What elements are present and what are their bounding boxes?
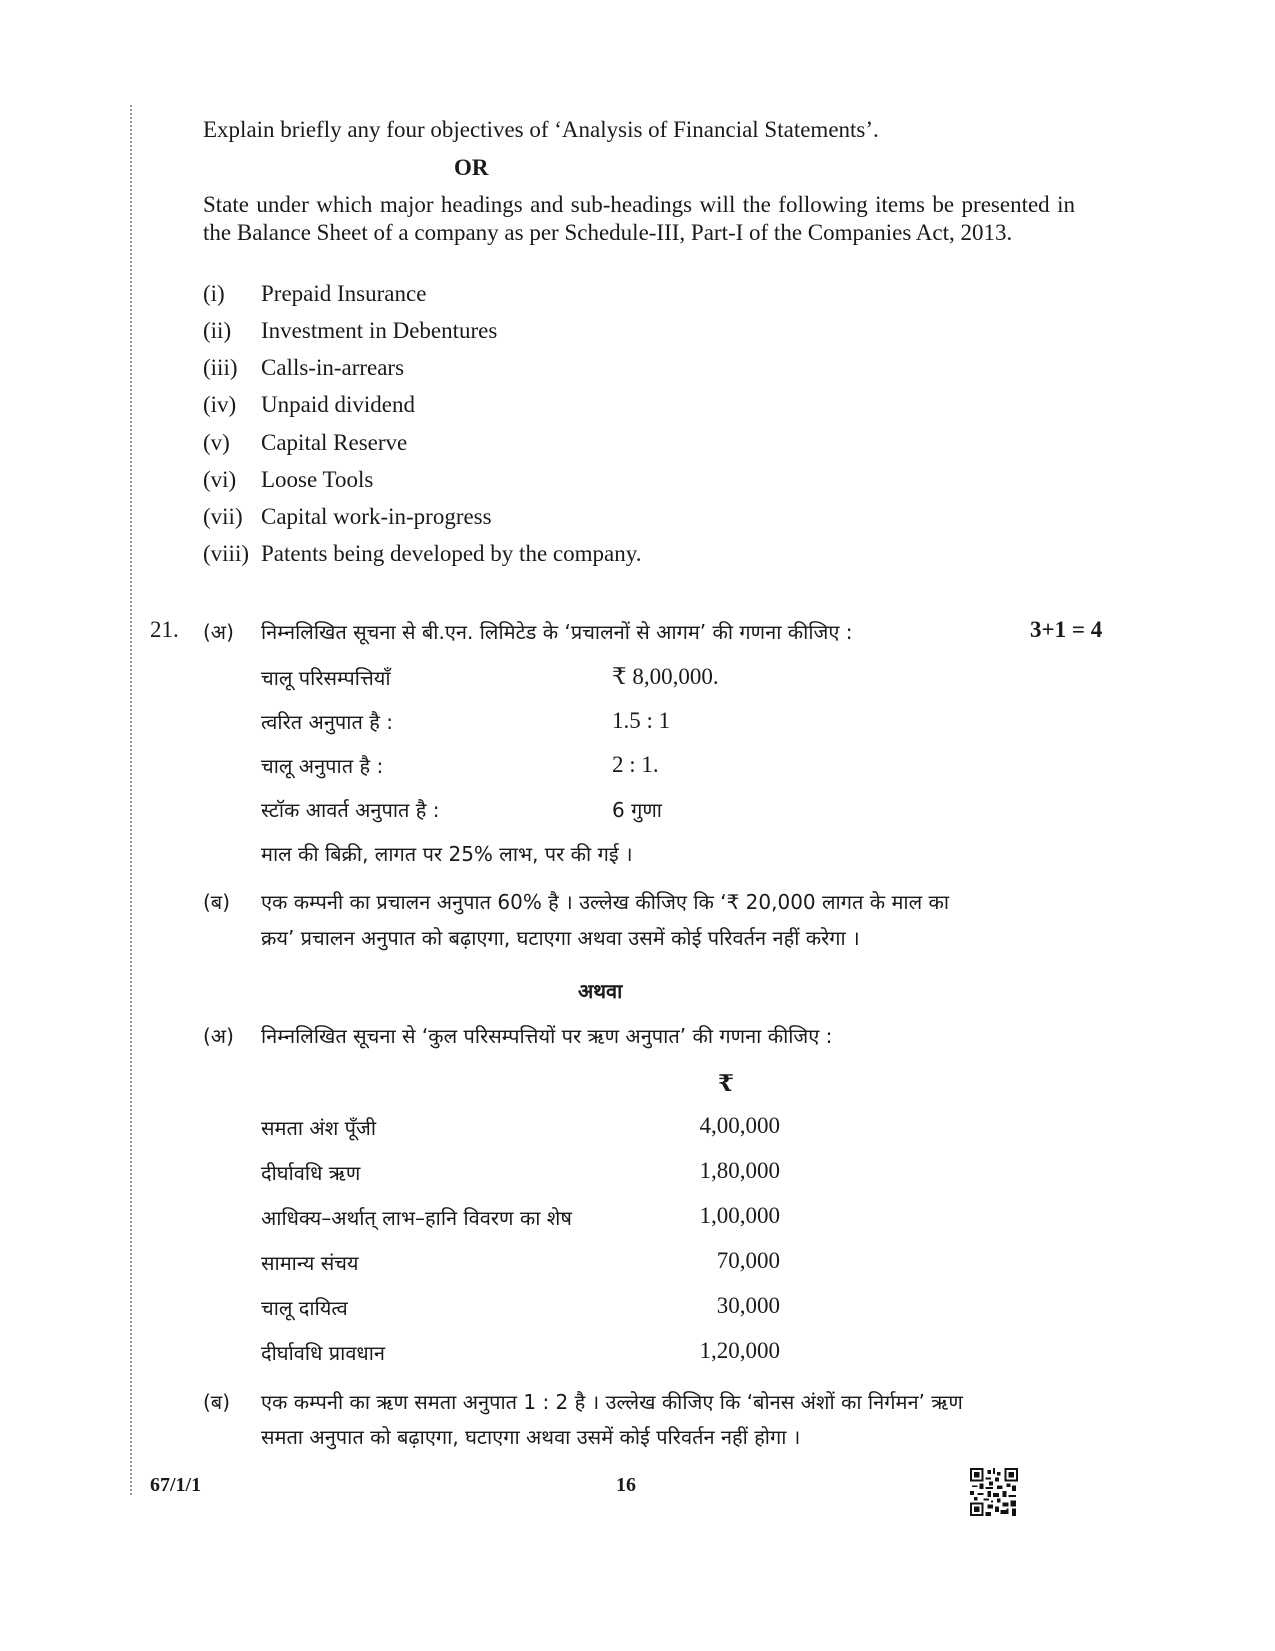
table-row-value: 1,80,000 [699, 1158, 780, 1183]
item-number: (vii) [203, 504, 243, 529]
item-text: Capital work-in-progress [261, 504, 492, 529]
alt-part-b-text-line1: एक कम्पनी का ऋण समता अनुपात 1 : 2 है । उल्लेख कीजिए कि ‘बोनस अंशों का निर्गमन’ ऋण [261, 1390, 963, 1414]
table-row-value: 1,00,000 [699, 1203, 780, 1228]
table-row-label: दीर्घावधि प्रावधान [261, 1341, 386, 1365]
qr-code-icon [970, 1468, 1018, 1516]
note-text: माल की बिक्री, लागत पर 25% लाभ, पर की गई । [261, 842, 633, 866]
table-row-label: चालू दायित्व [261, 1296, 348, 1320]
question-number: 21. [150, 617, 179, 642]
item-number: (viii) [203, 541, 249, 566]
currency-header: ₹ [718, 1071, 735, 1096]
marks: 3+1 = 4 [1030, 617, 1103, 642]
table-row-value: 4,00,000 [699, 1113, 780, 1138]
or-label-hindi: अथवा [578, 979, 623, 1003]
table-row-label: आधिक्य–अर्थात् लाभ–हानि विवरण का शेष [261, 1206, 572, 1230]
part-b-label: (ब) [203, 890, 231, 914]
table-row-value: 1,20,000 [699, 1338, 780, 1363]
part-b-text-line2: क्रय’ प्रचालन अनुपात को बढ़ाएगा, घटाएगा अथवा उसमें कोई परिवर्तन नहीं करेगा । [261, 926, 860, 950]
alt-part-b-label: (ब) [203, 1390, 231, 1414]
item-number: (iii) [203, 355, 238, 380]
item-text: Unpaid dividend [261, 392, 415, 417]
item-text: Patents being developed by the company. [261, 541, 642, 566]
table-row-value: 30,000 [716, 1293, 780, 1318]
part-a-text: निम्नलिखित सूचना से बी.एन. लिमिटेड के ‘प्रचालनों से आगम’ की गणना कीजिए : [261, 620, 853, 644]
item-text: Capital Reserve [261, 430, 408, 455]
item-number: (vi) [203, 467, 237, 492]
or-label: OR [454, 155, 489, 180]
margin-dotted-line [130, 105, 132, 1495]
item-text: Investment in Debentures [261, 318, 498, 343]
part-b-text-line1: एक कम्पनी का प्रचालन अनुपात 60% है । उल्लेख कीजिए कि ‘₹ 20,000 लागत के माल का [261, 890, 950, 914]
data-row-label: चालू परिसम्पत्तियाँ [261, 666, 391, 690]
alt-part-b-text-line2: समता अनुपात को बढ़ाएगा, घटाएगा अथवा उसमें कोई परिवर्तन नहीं होगा । [261, 1425, 801, 1449]
item-number: (v) [203, 430, 230, 455]
data-row-label: त्वरित अनुपात है : [261, 710, 393, 734]
item-number: (ii) [203, 318, 232, 343]
data-row-value: 2 : 1. [612, 752, 659, 777]
data-row-value: ₹ 8,00,000. [612, 664, 719, 689]
alt-part-a-label: (अ) [203, 1024, 234, 1048]
question-text: Explain briefly any four objectives of ‘Analysis of Financial Statements’. [203, 117, 879, 142]
table-row-label: सामान्य संचय [261, 1251, 359, 1275]
item-text: Prepaid Insurance [261, 281, 427, 306]
data-row-value: 1.5 : 1 [612, 708, 671, 733]
table-row-label: दीर्घावधि ऋण [261, 1161, 361, 1185]
table-row-value: 70,000 [716, 1248, 780, 1273]
alt-part-a-text: निम्नलिखित सूचना से ‘कुल परिसम्पत्तियों पर ऋण अनुपात’ की गणना कीजिए : [261, 1024, 833, 1048]
data-row-label: स्टॉक आवर्त अनुपात है : [261, 798, 440, 822]
part-a-label: (अ) [203, 620, 234, 644]
item-text: Loose Tools [261, 467, 374, 492]
item-number: (iv) [203, 392, 237, 417]
item-number: (i) [203, 281, 225, 306]
table-row-label: समता अंश पूँजी [261, 1116, 377, 1140]
data-row-label: चालू अनुपात है : [261, 754, 384, 778]
data-row-value: 6 गुणा [612, 798, 662, 822]
paper-code: 67/1/1 [150, 1474, 202, 1496]
page-number: 16 [616, 1474, 636, 1496]
alternative-question-text: State under which major headings and sub-headings will the following items be presented in the Balance Sheet of a company as per Schedule-III, Part-I of the Companies Act, 2013. [203, 192, 1075, 245]
item-text: Calls-in-arrears [261, 355, 405, 380]
